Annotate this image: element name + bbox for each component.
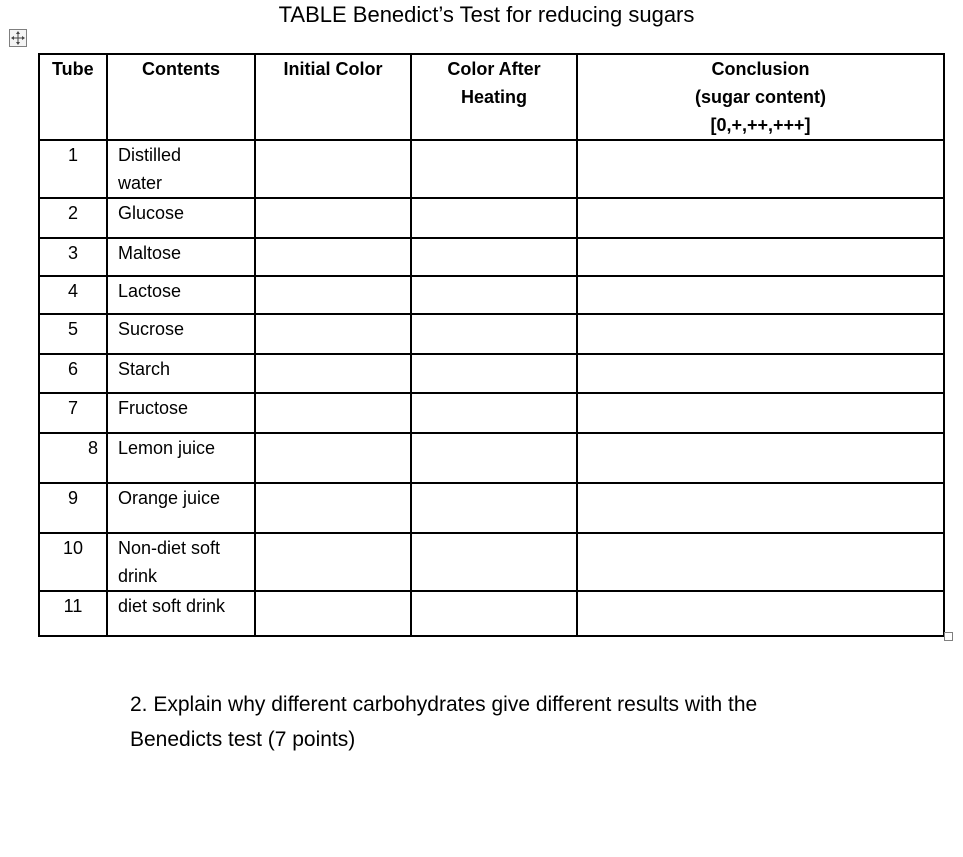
contents-line: Lemon juice [118, 438, 216, 458]
cell-contents [107, 533, 255, 591]
cell-initial-color[interactable] [255, 591, 411, 636]
contents-line: Maltose [118, 243, 182, 263]
cell-color-after[interactable] [411, 354, 577, 393]
question-2 [130, 687, 890, 757]
cell-color-after[interactable] [411, 140, 577, 198]
benedicts-test-table [38, 53, 945, 637]
contents-line: Orange juice [118, 488, 221, 508]
cell-tube: 7 [39, 393, 107, 433]
cell-color-after[interactable] [411, 483, 577, 533]
table-row [39, 533, 944, 591]
question-line-1: 2. Explain why different carbohydrates give different results with the [130, 693, 758, 716]
cell-tube: 11 [39, 591, 107, 636]
contents-line: Sucrose [118, 319, 185, 339]
cell-color-after[interactable] [411, 591, 577, 636]
cell-tube: 2 [39, 198, 107, 238]
contents-line: water [118, 173, 163, 193]
cell-initial-color[interactable] [255, 198, 411, 238]
table-row [39, 483, 944, 533]
cell-contents [107, 591, 255, 636]
cell-initial-color[interactable] [255, 433, 411, 483]
table-header-row [39, 54, 944, 140]
cell-initial-color[interactable] [255, 354, 411, 393]
header-conclusion: Conclusion (sugar content) [0,+,++,+++] [577, 54, 944, 140]
table-row [39, 198, 944, 238]
cell-conclusion[interactable] [577, 533, 944, 591]
cell-tube: 8 [39, 433, 107, 483]
table-row [39, 140, 944, 198]
contents-line: Glucose [118, 203, 185, 223]
table-row [39, 393, 944, 433]
header-tube: Tube [39, 54, 107, 140]
contents-line: Lactose [118, 281, 182, 301]
cell-color-after[interactable] [411, 276, 577, 314]
cell-conclusion[interactable] [577, 591, 944, 636]
cell-initial-color[interactable] [255, 393, 411, 433]
cell-initial-color[interactable] [255, 533, 411, 591]
table-row [39, 314, 944, 354]
cell-conclusion[interactable] [577, 393, 944, 433]
header-color-after-heating: Color After Heating [411, 54, 577, 140]
table-row [39, 433, 944, 483]
cell-contents [107, 314, 255, 354]
table-resize-handle[interactable] [944, 632, 953, 641]
cell-tube: 3 [39, 238, 107, 276]
contents-line: diet soft drink [118, 596, 226, 616]
cell-contents [107, 393, 255, 433]
cell-conclusion[interactable] [577, 238, 944, 276]
table-row [39, 354, 944, 393]
contents-line: Starch [118, 359, 171, 379]
table-title: TABLE Benedict’s Test for reducing sugars [278, 2, 695, 27]
cell-initial-color[interactable] [255, 314, 411, 354]
header-initial-color: Initial Color [255, 54, 411, 140]
cell-tube: 5 [39, 314, 107, 354]
cell-color-after[interactable] [411, 314, 577, 354]
cell-tube: 10 [39, 533, 107, 591]
contents-line: Distilled [118, 145, 182, 165]
cell-conclusion[interactable] [577, 433, 944, 483]
cell-tube: 4 [39, 276, 107, 314]
cell-initial-color[interactable] [255, 276, 411, 314]
table-move-handle[interactable] [9, 29, 27, 47]
cell-contents [107, 354, 255, 393]
move-icon [10, 30, 26, 46]
contents-line: Fructose [118, 398, 189, 418]
cell-contents [107, 198, 255, 238]
cell-conclusion[interactable] [577, 483, 944, 533]
cell-tube: 6 [39, 354, 107, 393]
cell-conclusion[interactable] [577, 198, 944, 238]
table-row [39, 276, 944, 314]
table-row [39, 591, 944, 636]
contents-line: Non-diet soft [118, 538, 221, 558]
cell-initial-color[interactable] [255, 140, 411, 198]
cell-contents [107, 238, 255, 276]
cell-color-after[interactable] [411, 533, 577, 591]
cell-color-after[interactable] [411, 198, 577, 238]
contents-line: drink [118, 566, 158, 586]
cell-tube: 1 [39, 140, 107, 198]
cell-color-after[interactable] [411, 393, 577, 433]
question-line-2: Benedicts test (7 points) [130, 728, 356, 751]
cell-contents [107, 140, 255, 198]
table-row [39, 238, 944, 276]
cell-conclusion[interactable] [577, 354, 944, 393]
cell-contents [107, 433, 255, 483]
cell-color-after[interactable] [411, 433, 577, 483]
cell-color-after[interactable] [411, 238, 577, 276]
cell-contents [107, 483, 255, 533]
header-contents: Contents [107, 54, 255, 140]
cell-conclusion[interactable] [577, 276, 944, 314]
cell-conclusion[interactable] [577, 140, 944, 198]
cell-contents [107, 276, 255, 314]
cell-tube: 9 [39, 483, 107, 533]
cell-conclusion[interactable] [577, 314, 944, 354]
cell-initial-color[interactable] [255, 483, 411, 533]
cell-initial-color[interactable] [255, 238, 411, 276]
